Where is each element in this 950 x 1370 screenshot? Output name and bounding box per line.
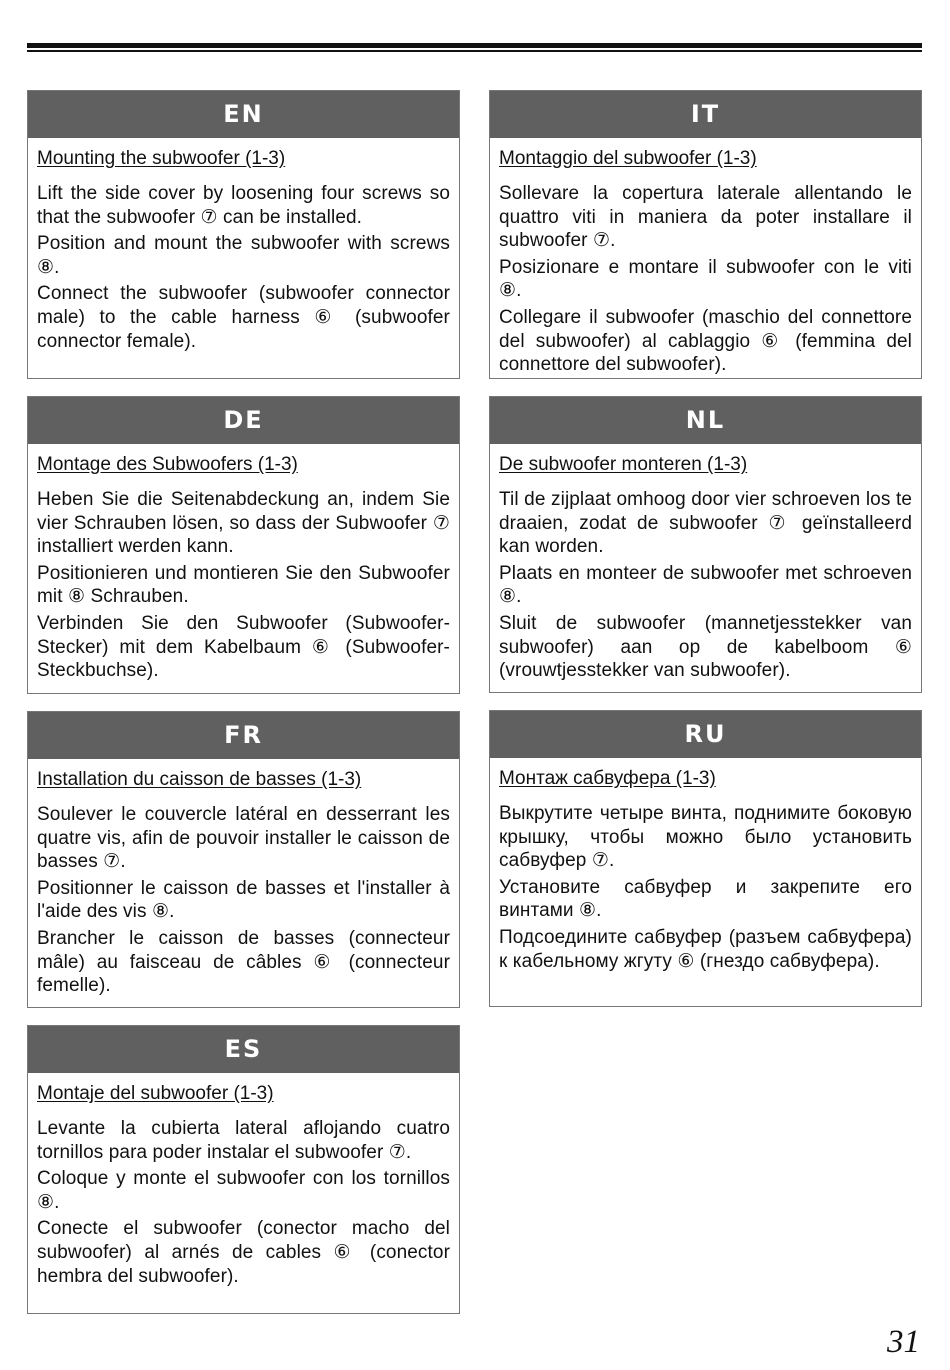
section-ru bbox=[489, 710, 922, 1007]
section-es-title: Montaje del subwoofer (1-3) bbox=[37, 1083, 274, 1104]
section-en-title: Mounting the subwoofer (1-3) bbox=[37, 148, 286, 169]
section-nl-paragraph: Til de zijplaat omhoog door vier schroeven los te draaien, zodat de subwoofer ⑦ geïnstalleerd kan worden. bbox=[499, 489, 912, 558]
page-number: 31 bbox=[887, 1324, 920, 1360]
section-es-paragraph: Levante la cubierta lateral aflojando cuatro tornillos para poder instalar el subwoofer ⑦. bbox=[37, 1118, 450, 1163]
top-rule-thin bbox=[27, 50, 922, 52]
section-es-paragraph: Conecte el subwoofer (conector macho del subwoofer) al arnés de cables ⑥ (conector hembra del subwoofer). bbox=[37, 1218, 450, 1287]
section-it-header: IT bbox=[490, 91, 921, 138]
section-de-paragraph: Heben Sie die Seitenabdeckung an, indem Sie vier Schrauben lösen, so dass der Subwoofer ⑦ installiert werden kann. bbox=[37, 489, 450, 558]
section-es bbox=[27, 1025, 460, 1314]
section-fr-paragraph: Positionner le caisson de basses et l'installer à l'aide des vis ⑧. bbox=[37, 877, 450, 923]
section-es-paragraph: Coloque y monte el subwoofer con los tornillos ⑧. bbox=[37, 1168, 450, 1213]
section-ru-header: RU bbox=[490, 711, 921, 758]
section-en-paragraph: Position and mount the subwoofer with screws ⑧. bbox=[37, 233, 450, 278]
section-it-paragraph: Collegare il subwoofer (maschio del connettore del subwoofer) al cablaggio ⑥ (femmina del connettore del subwoofer). bbox=[499, 306, 912, 376]
section-en-paragraph: Connect the subwoofer (subwoofer connector male) to the cable harness ⑥ (subwoofer connector female). bbox=[37, 283, 450, 352]
section-ru-paragraph: Выкрутите четыре винта, поднимите боковую крышку, чтобы можно было установить сабвуфер ⑦. bbox=[499, 803, 912, 872]
section-it-paragraph: Sollevare la copertura laterale allentando le quattro viti in maniera da poter installare il subwoofer ⑦. bbox=[499, 183, 912, 252]
section-en bbox=[27, 90, 460, 379]
section-nl-title: De subwoofer monteren (1-3) bbox=[499, 454, 748, 475]
section-es-header: ES bbox=[28, 1026, 459, 1073]
section-fr-paragraph: Soulever le couvercle latéral en desserrant les quatre vis, afin de pouvoir installer le caisson de basses ⑦. bbox=[37, 804, 450, 873]
section-ru-title: Монтаж сабвуфера (1-3) bbox=[499, 768, 716, 789]
section-nl-paragraph: Plaats en monteer de subwoofer met schroeven ⑧. bbox=[499, 562, 912, 608]
section-en-paragraph: Lift the side cover by loosening four screws so that the subwoofer ⑦ can be installed. bbox=[37, 183, 450, 228]
section-it-paragraph: Posizionare e montare il subwoofer con le viti ⑧. bbox=[499, 256, 912, 302]
section-nl-paragraph: Sluit de subwoofer (mannetjesstekker van subwoofer) aan op de kabelboom ⑥ (vrouwtjesstekker van subwoofer). bbox=[499, 612, 912, 682]
section-de bbox=[27, 396, 460, 694]
section-de-paragraph: Positionieren und montieren Sie den Subwoofer mit ⑧ Schrauben. bbox=[37, 562, 450, 608]
section-de-paragraph: Verbinden Sie den Subwoofer (Subwoofer-Stecker) mit dem Kabelbaum ⑥ (Subwoofer-Steckbuchse). bbox=[37, 612, 450, 682]
section-it-title: Montaggio del subwoofer (1-3) bbox=[499, 148, 757, 169]
section-fr bbox=[27, 711, 460, 1008]
section-de-header: DE bbox=[28, 397, 459, 444]
section-de-title: Montage des Subwoofers (1-3) bbox=[37, 454, 298, 475]
section-nl-header: NL bbox=[490, 397, 921, 444]
section-fr-title: Installation du caisson de basses (1-3) bbox=[37, 769, 362, 790]
section-ru-paragraph: Установите сабвуфер и закрепите его винтами ⑧. bbox=[499, 876, 912, 922]
section-fr-header: FR bbox=[28, 712, 459, 759]
section-nl bbox=[489, 396, 922, 693]
section-ru-paragraph: Подсоедините сабвуфер (разъем сабвуфера) к кабельному жгуту ⑥ (гнездо сабвуфера). bbox=[499, 926, 912, 972]
section-it bbox=[489, 90, 922, 379]
section-fr-paragraph: Brancher le caisson de basses (connecteur mâle) au faisceau de câbles ⑥ (connecteur femelle). bbox=[37, 927, 450, 997]
section-en-header: EN bbox=[28, 91, 459, 138]
top-rule bbox=[27, 43, 922, 48]
